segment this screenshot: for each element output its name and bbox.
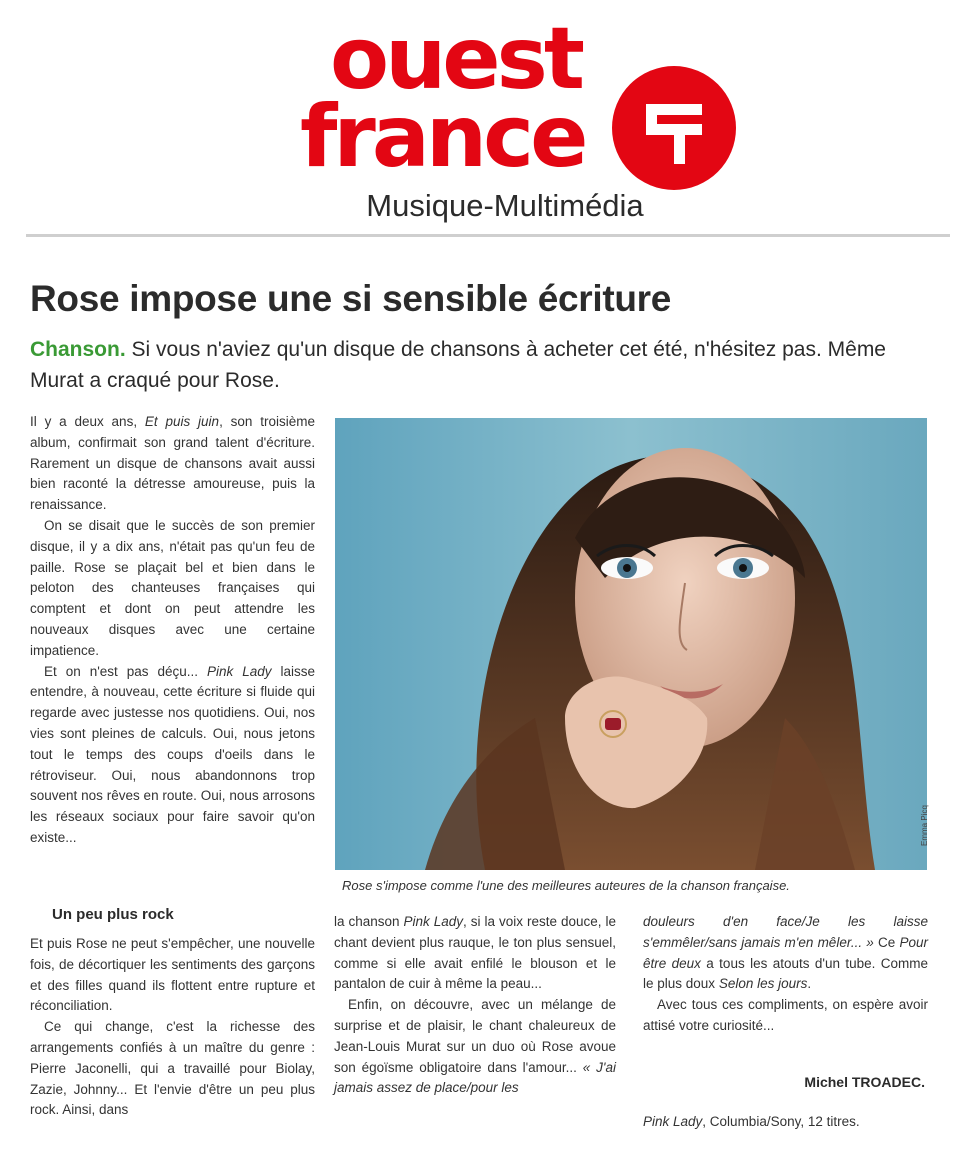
- logo-line-2: france: [300, 87, 585, 187]
- quote: douleurs d'en face/Je les laisse s'emmêler/sans jamais m'en mêler... »: [643, 914, 928, 950]
- paragraph: [334, 995, 616, 1099]
- paragraph: Avec tous ces compliments, on espère avoir attisé votre curiosité...: [643, 997, 928, 1033]
- paragraph: On se disait que le succès de son premier disque, il y a dix ans, n'était pas qu'un feu de paille. Rose se plaçait bel et bien dans le peloton des chanteuses françaises qui comptent et dont on peut attendre les nouveaux disques avec une certaine impatience.: [30, 517, 315, 658]
- logo-line-1: ouest: [330, 9, 581, 109]
- portrait-image: [335, 418, 927, 870]
- paragraph: Ce qui change, c'est la richesse des arrangements confiés à un maître du genre : Pierre Jaconelli, qui a travaillé pour Biolay, Zazie, Johnny... Et l'envie d'être un peu plus rock. Ainsi, dans: [30, 1019, 315, 1118]
- photo-credit: Emma Picq: [920, 805, 929, 846]
- column-2: [334, 912, 616, 1099]
- byline: Michel TROADEC.: [804, 1074, 925, 1090]
- text: , si la voix reste douce, le chant devient plus rauque, le ton plus sensuel, comme si elle avait enfilé le blouson et le pantalon de cuir à même la peau...: [334, 914, 616, 992]
- section-title: Musique-Multimédia: [366, 188, 644, 223]
- album-title: Et puis juin: [144, 414, 220, 429]
- text: laisse entendre, à nouveau, cette écriture si fluide qui regarde avec justesse nos quotidiens. Oui, nos vies sont pleines de calculs. Oui, nous jetons tout le temps des coups d'oeils dans le rétroviseur. Oui, nous abandonnons trop souvent nos rêves en route. Oui, nous arrosons les réseaux sociaux pour faire savoir qu'on existe...: [30, 663, 315, 845]
- album-credits: [643, 1114, 925, 1129]
- photo-caption: Rose s'impose comme l'une des meilleures auteures de la chanson française.: [342, 878, 790, 893]
- text: Il y a deux ans,: [30, 414, 145, 429]
- text: Ce: [873, 934, 900, 950]
- text: Enfin, on découvre, avec un mélange de surprise et de plaisir, le chant chaleureux de Jean-Louis Murat sur un duo où Rose avoue son égoïsme obligatoire dans l'amour...: [334, 997, 616, 1075]
- text: Et on n'est pas déçu...: [44, 663, 207, 679]
- masthead-divider: [26, 234, 950, 237]
- album-title: Pink Lady: [643, 1114, 703, 1129]
- text: .: [807, 976, 812, 992]
- album-title: Pink Lady: [207, 663, 272, 679]
- paragraph: Et puis Rose ne peut s'empêcher, une nouvelle fois, de décortiquer les sentiments des garçons et des filles quand ils flottent entre rupture et réconciliation.: [30, 936, 315, 1014]
- paragraph: [30, 662, 315, 849]
- kicker: Chanson.: [30, 338, 126, 361]
- quote: « J'ai jamais assez de place/pour les: [334, 1059, 617, 1096]
- standfirst-text: Si vous n'aviez qu'un disque de chansons à acheter cet été, n'hésitez pas. Même Murat a craqué pour Rose.: [30, 338, 886, 392]
- text: a tous les atouts d'un tube. Comme le plus doux: [643, 955, 928, 992]
- column-1: [30, 412, 315, 849]
- song-title: Selon les jours: [718, 976, 808, 992]
- article-headline: Rose impose une si sensible écriture: [30, 278, 672, 319]
- column-1-continued: [30, 934, 315, 1121]
- subheading: Un peu plus rock: [52, 906, 174, 923]
- text: , son troisième album, confirmait son grand talent d'écriture. Rarement un disque de chansons avait aussi bien raconté la détresse amoureuse, puis la renaissance.: [30, 414, 315, 513]
- logo-mark-icon: [612, 66, 736, 190]
- column-3: [643, 912, 928, 1037]
- text: la chanson: [334, 914, 404, 929]
- article-photo: [335, 418, 927, 870]
- text: , Columbia/Sony, 12 titres.: [702, 1114, 860, 1129]
- article-standfirst: [30, 334, 930, 396]
- song-title: Pour être deux: [643, 934, 928, 971]
- paragraph: [30, 412, 315, 516]
- song-title: Pink Lady: [403, 914, 464, 929]
- paragraph: [334, 912, 616, 995]
- paragraph: [643, 912, 928, 995]
- logo-wordmark: [300, 9, 585, 187]
